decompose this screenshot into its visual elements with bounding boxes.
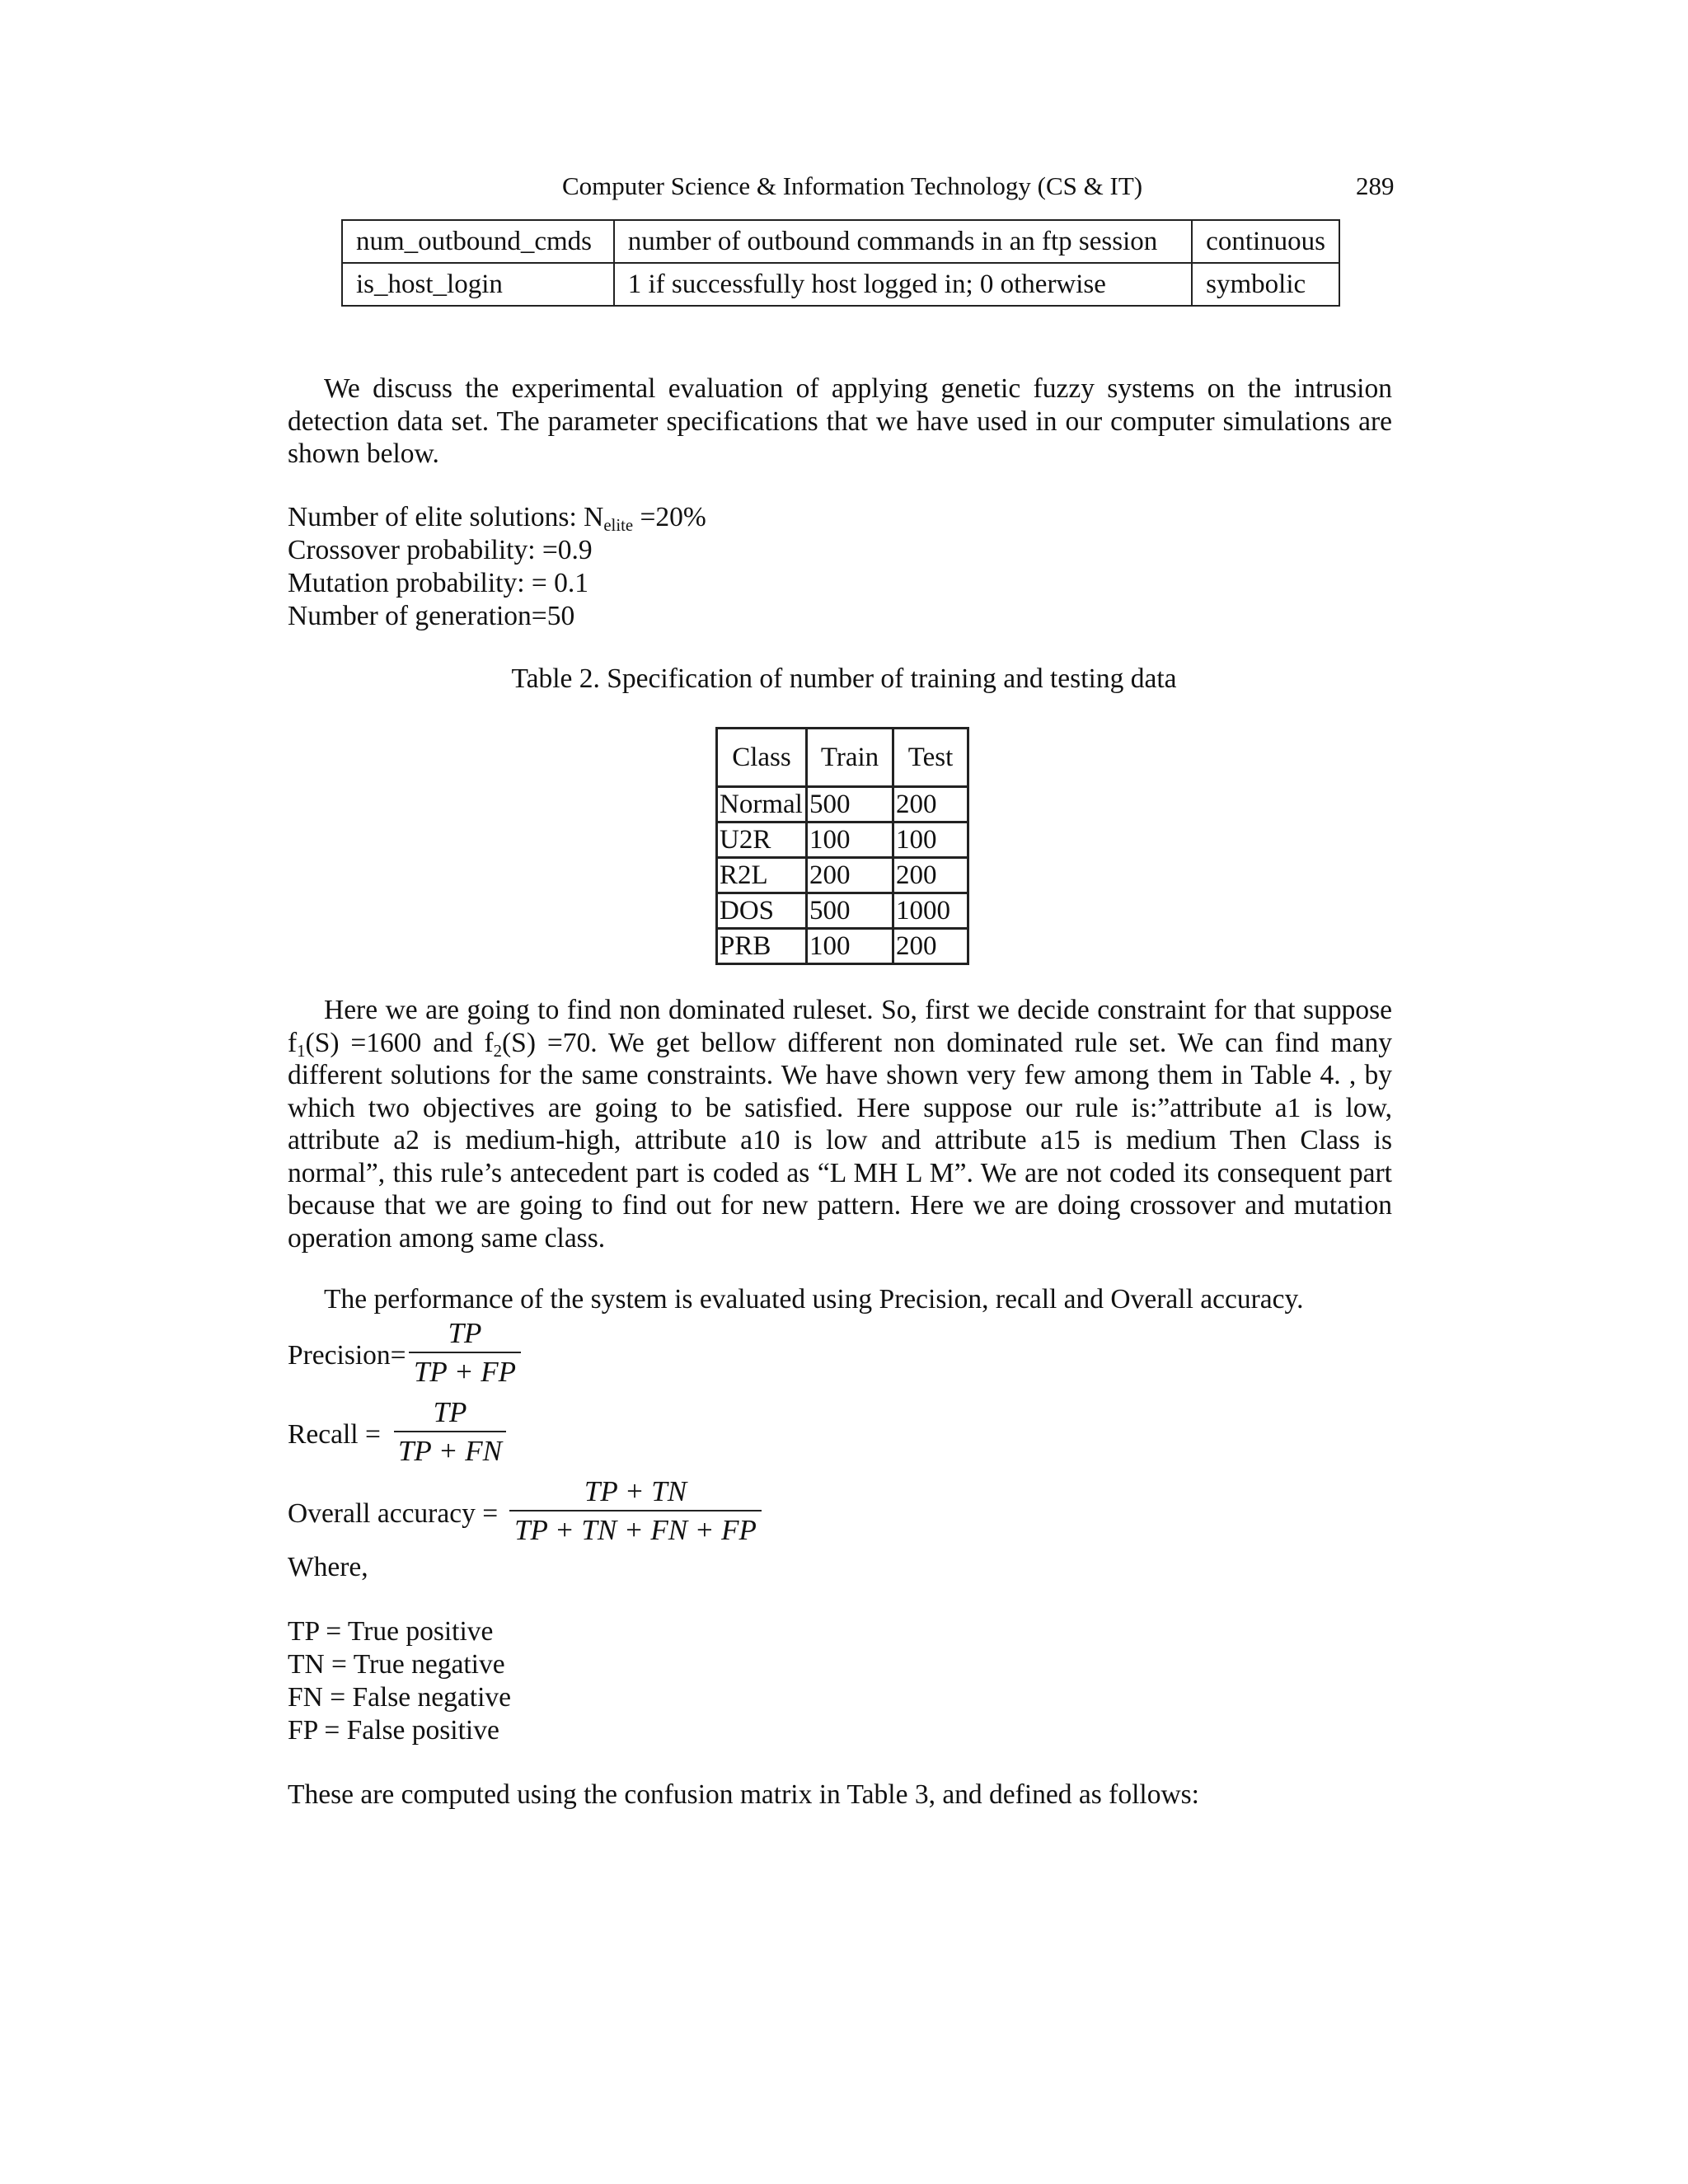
table-row (342, 263, 1339, 306)
table-cell: symbolic (1192, 263, 1339, 306)
recall-fraction (394, 1394, 506, 1470)
table-cell: DOS (717, 893, 807, 929)
accuracy-fraction (509, 1474, 762, 1549)
paragraph-experiment-intro: We discuss the experimental evaluation of applying genetic fuzzy systems on the intrusion detection data set. The parameter specifications that we have used in our computer simulations are shown below. (288, 373, 1392, 469)
table-row (717, 893, 968, 929)
definition-item: TP = True positive (288, 1616, 494, 1647)
param-mutation: Mutation probability: = 0.1 (288, 568, 589, 598)
table-cell: 200 (893, 929, 968, 964)
column-header: Test (893, 729, 968, 787)
table-cell: R2L (717, 858, 807, 893)
table-header-row (717, 729, 968, 787)
running-title: Computer Science & Information Technology (CS & IT) (562, 171, 1143, 200)
table-cell: is_host_login (342, 263, 614, 306)
table-cell: 500 (807, 787, 893, 823)
table-cell: U2R (717, 823, 807, 858)
accuracy-label: Overall accuracy = (288, 1498, 499, 1529)
accuracy-numerator: TP + TN (584, 1475, 687, 1507)
paragraph-performance: The performance of the system is evaluated using Precision, recall and Overall accuracy. (324, 1284, 1304, 1315)
column-header: Class (717, 729, 807, 787)
training-testing-table (715, 727, 969, 965)
table-cell: Normal (717, 787, 807, 823)
param-generation: Number of generation=50 (288, 601, 575, 631)
precision-numerator: TP (448, 1317, 482, 1349)
table-row (342, 220, 1339, 263)
attribute-table (341, 219, 1340, 307)
table-cell: 200 (893, 858, 968, 893)
column-header: Train (807, 729, 893, 787)
table-row (717, 823, 968, 858)
table-cell: 200 (893, 787, 968, 823)
table-row (717, 929, 968, 964)
definition-item: FN = False negative (288, 1682, 512, 1713)
table-cell: 500 (807, 893, 893, 929)
page-number: 289 (1356, 171, 1395, 200)
table2-caption: Table 2. Specification of number of training and testing data (511, 663, 1177, 694)
table-cell: continuous (1192, 220, 1339, 263)
table-cell: 1000 (893, 893, 968, 929)
table-cell: 200 (807, 858, 893, 893)
precision-fraction (409, 1315, 521, 1391)
precision-label: Precision= (288, 1340, 406, 1371)
table-row (717, 858, 968, 893)
table-cell: 100 (807, 823, 893, 858)
table-cell: number of outbound commands in an ftp session (614, 220, 1192, 263)
recall-numerator: TP (433, 1396, 467, 1428)
table-row (717, 787, 968, 823)
recall-denominator: TP + FN (397, 1435, 503, 1467)
accuracy-denominator: TP + TN + FN + FP (514, 1514, 757, 1546)
table-cell: 100 (893, 823, 968, 858)
where-label: Where, (288, 1552, 368, 1582)
table-cell: 1 if successfully host logged in; 0 otherwise (614, 263, 1192, 306)
recall-label: Recall = (288, 1419, 381, 1450)
param-crossover: Crossover probability: =0.9 (288, 535, 593, 565)
table-cell: num_outbound_cmds (342, 220, 614, 263)
closing-sentence: These are computed using the confusion matrix in Table 3, and defined as follows: (288, 1779, 1199, 1810)
definition-list (288, 1615, 511, 1747)
param-elite: Number of elite solutions: $N_{elite} =20\%$ (288, 502, 706, 535)
definition-item: TN = True negative (288, 1649, 505, 1680)
parameter-list (288, 501, 706, 633)
definition-item: FP = False positive (288, 1715, 499, 1746)
table-cell: 100 (807, 929, 893, 964)
paragraph-ruleset: Here we are going to find non dominated ruleset. So, first we decide constraint for that suppose $f_1(S) =1600$ and $f_2(S) =70$. We get bellow different non dominated rule set. We can find many different solutions for the same constraints. We have shown very few among them in Table 4. , by which two objectives are going to be satisfied. Here suppose our rule is:”attribute a1 is low, attribute a2 is medium-high, attribute a10 is low and attribute a15 is medium Then Class is normal”, this rule’s antecedent part is coded as “L MH L M”. We are not coded its consequent part because that we are going to find out for new pattern. Here we are doing crossover and mutation operation among same class. (288, 995, 1392, 1254)
table-cell: PRB (717, 929, 807, 964)
precision-denominator: TP + FP (413, 1356, 517, 1388)
